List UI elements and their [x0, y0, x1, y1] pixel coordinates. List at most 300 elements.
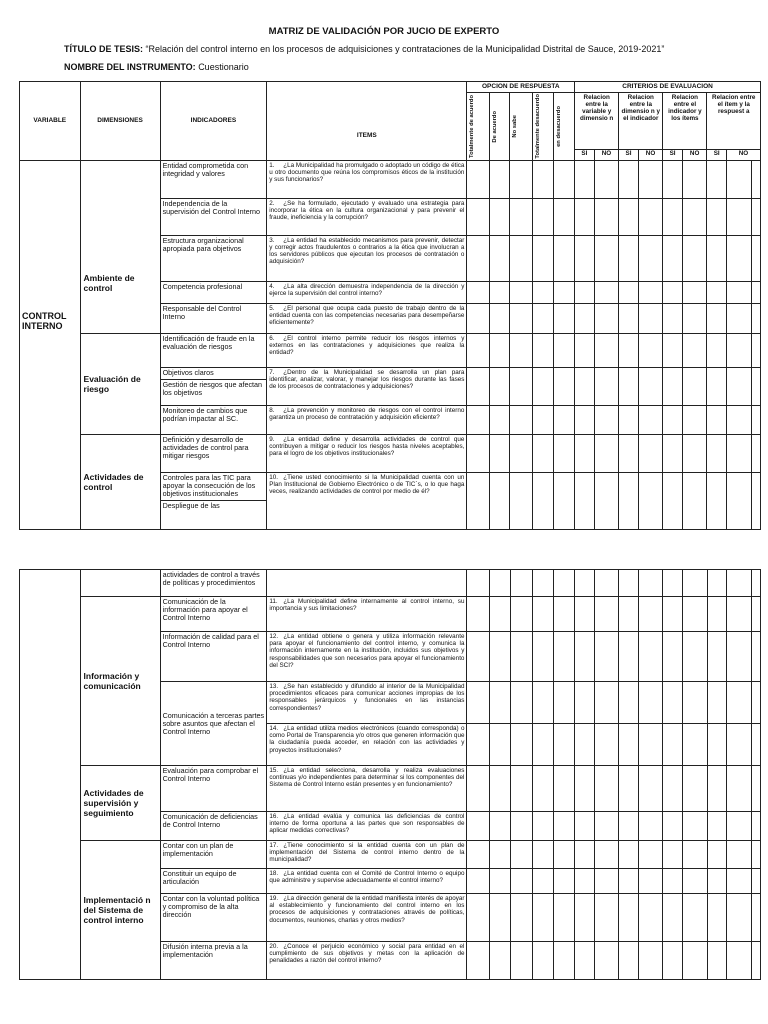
response-cell[interactable] [594, 472, 619, 529]
response-cell[interactable] [553, 405, 575, 434]
response-cell[interactable] [751, 367, 760, 405]
response-cell[interactable] [467, 812, 490, 841]
response-cell[interactable] [533, 942, 554, 980]
response-cell[interactable] [727, 682, 752, 724]
response-cell[interactable] [638, 434, 663, 472]
response-cell[interactable] [726, 281, 751, 303]
response-cell[interactable] [726, 434, 751, 472]
response-cell[interactable] [682, 405, 707, 434]
response-cell[interactable] [682, 632, 707, 682]
response-cell[interactable] [575, 812, 595, 841]
response-cell[interactable] [575, 894, 595, 942]
response-cell[interactable] [619, 434, 638, 472]
response-cell[interactable] [553, 570, 575, 597]
response-cell[interactable] [638, 724, 663, 766]
response-cell[interactable] [533, 333, 554, 367]
response-cell[interactable] [533, 869, 554, 894]
response-cell[interactable] [594, 724, 619, 766]
response-cell[interactable] [553, 724, 575, 766]
response-cell[interactable] [682, 597, 707, 632]
response-cell[interactable] [638, 869, 663, 894]
response-cell[interactable] [490, 766, 511, 812]
response-cell[interactable] [490, 682, 511, 724]
response-cell[interactable] [663, 869, 683, 894]
response-cell[interactable] [682, 434, 707, 472]
response-cell[interactable] [553, 472, 575, 529]
response-cell[interactable] [726, 198, 751, 235]
response-cell[interactable] [751, 570, 760, 597]
response-cell[interactable] [682, 570, 707, 597]
response-cell[interactable] [575, 434, 594, 472]
response-cell[interactable] [510, 570, 533, 597]
response-cell[interactable] [707, 281, 726, 303]
response-cell[interactable] [638, 160, 663, 198]
response-cell[interactable] [682, 682, 707, 724]
response-cell[interactable] [727, 632, 752, 682]
response-cell[interactable] [638, 894, 663, 942]
response-cell[interactable] [490, 812, 511, 841]
response-cell[interactable] [533, 841, 554, 869]
response-cell[interactable] [553, 160, 575, 198]
response-cell[interactable] [533, 570, 554, 597]
response-cell[interactable] [594, 597, 619, 632]
response-cell[interactable] [575, 160, 594, 198]
response-cell[interactable] [594, 942, 619, 980]
response-cell[interactable] [594, 303, 619, 333]
item-text: ¿La entidad define y desarrolla actividades de control que contribuyen a mitigar o reducir los riesgos hasta niveles aceptables, para el logro de los objetivos institucionales? [269, 435, 465, 458]
response-cell[interactable] [727, 812, 752, 841]
response-cell[interactable] [553, 841, 575, 869]
response-cell[interactable] [594, 367, 619, 405]
response-cell[interactable] [619, 570, 639, 597]
response-cell[interactable] [575, 869, 595, 894]
response-cell[interactable] [533, 632, 554, 682]
response-cell[interactable] [663, 160, 682, 198]
response-cell[interactable] [619, 632, 639, 682]
response-cell[interactable] [663, 405, 682, 434]
response-cell[interactable] [553, 333, 575, 367]
response-cell[interactable] [533, 766, 554, 812]
response-cell[interactable] [533, 894, 554, 942]
response-cell[interactable] [467, 632, 490, 682]
response-cell[interactable] [638, 333, 663, 367]
response-cell[interactable] [663, 198, 682, 235]
response-cell[interactable] [575, 281, 594, 303]
response-cell[interactable] [638, 597, 663, 632]
response-cell[interactable] [490, 869, 511, 894]
response-cell[interactable] [594, 841, 619, 869]
response-cell[interactable] [533, 303, 554, 333]
response-cell[interactable] [575, 303, 594, 333]
response-cell[interactable] [751, 160, 760, 198]
response-cell[interactable] [619, 812, 639, 841]
response-cell[interactable] [638, 198, 663, 235]
response-cell[interactable] [707, 894, 727, 942]
response-cell[interactable] [575, 597, 595, 632]
response-cell[interactable] [707, 160, 726, 198]
response-cell[interactable] [663, 682, 683, 724]
response-cell[interactable] [553, 632, 575, 682]
response-cell[interactable] [663, 766, 683, 812]
response-cell[interactable] [510, 942, 533, 980]
response-cell[interactable] [727, 724, 752, 766]
response-cell[interactable] [553, 367, 575, 405]
response-cell[interactable] [533, 405, 554, 434]
response-cell[interactable] [663, 597, 683, 632]
response-cell[interactable] [594, 333, 619, 367]
response-cell[interactable] [751, 841, 760, 869]
response-cell[interactable] [638, 841, 663, 869]
response-cell[interactable] [638, 367, 663, 405]
response-cell[interactable] [727, 766, 752, 812]
response-cell[interactable] [510, 235, 533, 281]
response-cell[interactable] [638, 235, 663, 281]
response-cell[interactable] [751, 405, 760, 434]
response-cell[interactable] [575, 841, 595, 869]
response-cell[interactable] [663, 367, 682, 405]
response-cell[interactable] [726, 235, 751, 281]
response-cell[interactable] [707, 869, 727, 894]
response-cell[interactable] [727, 841, 752, 869]
response-cell[interactable] [619, 766, 639, 812]
header-dimensiones: DIMENSIONES [80, 82, 160, 161]
response-cell[interactable] [663, 724, 683, 766]
response-cell[interactable] [638, 570, 663, 597]
item-text: ¿La dirección general de la entidad manifiesta interés de apoyar al establecimiento y funcionamiento del control interno en los procesos de adquisiciones y contrataciones através de políticas, documentos, reuniones, charlas y otros medios? [269, 895, 465, 924]
response-cell[interactable] [489, 281, 510, 303]
response-cell[interactable] [594, 632, 619, 682]
response-cell[interactable] [751, 812, 760, 841]
response-cell[interactable] [638, 303, 663, 333]
response-cell[interactable] [467, 198, 490, 235]
response-cell[interactable] [510, 682, 533, 724]
response-cell[interactable] [751, 303, 760, 333]
response-cell[interactable] [553, 303, 575, 333]
response-cell[interactable] [682, 724, 707, 766]
response-cell[interactable] [619, 472, 638, 529]
response-cell[interactable] [533, 160, 554, 198]
response-cell[interactable] [594, 235, 619, 281]
response-cell[interactable] [727, 894, 752, 942]
response-cell[interactable] [489, 235, 510, 281]
response-cell[interactable] [751, 281, 760, 303]
response-cell[interactable] [575, 632, 595, 682]
response-cell[interactable] [489, 303, 510, 333]
response-cell[interactable] [663, 472, 682, 529]
response-cell[interactable] [467, 942, 490, 980]
response-cell[interactable] [638, 942, 663, 980]
response-cell[interactable] [619, 198, 638, 235]
response-cell[interactable] [751, 869, 760, 894]
response-cell[interactable] [467, 405, 490, 434]
response-cell[interactable] [489, 472, 510, 529]
response-cell[interactable] [727, 869, 752, 894]
response-cell[interactable] [467, 766, 490, 812]
response-cell[interactable] [682, 235, 707, 281]
response-cell[interactable] [682, 333, 707, 367]
response-cell[interactable] [682, 160, 707, 198]
response-cell[interactable] [594, 281, 619, 303]
response-cell[interactable] [467, 869, 490, 894]
response-cell[interactable] [726, 472, 751, 529]
response-cell[interactable] [619, 841, 639, 869]
response-cell[interactable] [553, 682, 575, 724]
response-cell[interactable] [490, 570, 511, 597]
thesis-title-line [64, 44, 768, 54]
response-cell[interactable] [619, 303, 638, 333]
response-cell[interactable] [467, 570, 490, 597]
response-cell[interactable] [682, 766, 707, 812]
response-cell[interactable] [726, 160, 751, 198]
response-cell[interactable] [751, 235, 760, 281]
response-cell[interactable] [707, 570, 727, 597]
response-cell[interactable] [638, 682, 663, 724]
response-cell[interactable] [619, 405, 638, 434]
response-cell[interactable] [510, 766, 533, 812]
response-cell[interactable] [467, 333, 490, 367]
response-cell[interactable] [533, 724, 554, 766]
response-cell[interactable] [594, 570, 619, 597]
response-cell[interactable] [510, 812, 533, 841]
response-cell[interactable] [490, 632, 511, 682]
response-cell[interactable] [751, 632, 760, 682]
indicator-cell [160, 812, 267, 841]
response-cell[interactable] [510, 160, 533, 198]
response-cell[interactable] [533, 597, 554, 632]
response-cell[interactable] [510, 405, 533, 434]
response-cell[interactable] [575, 235, 594, 281]
response-cell[interactable] [533, 472, 554, 529]
response-cell[interactable] [553, 894, 575, 942]
response-cell[interactable] [638, 812, 663, 841]
response-cell[interactable] [707, 766, 727, 812]
response-cell[interactable] [594, 812, 619, 841]
response-cell[interactable] [638, 766, 663, 812]
response-cell[interactable] [490, 724, 511, 766]
response-cell[interactable] [510, 434, 533, 472]
response-cell[interactable] [575, 333, 594, 367]
response-cell[interactable] [727, 942, 752, 980]
response-cell[interactable] [707, 632, 727, 682]
response-cell[interactable] [533, 812, 554, 841]
response-cell[interactable] [619, 367, 638, 405]
response-cell[interactable] [575, 766, 595, 812]
response-cell[interactable] [707, 434, 726, 472]
response-cell[interactable] [510, 281, 533, 303]
response-cell[interactable] [467, 235, 490, 281]
response-cell[interactable] [619, 682, 639, 724]
response-cell[interactable] [751, 682, 760, 724]
response-cell[interactable] [638, 405, 663, 434]
response-cell[interactable] [751, 766, 760, 812]
response-cell[interactable] [489, 160, 510, 198]
response-cell[interactable] [682, 812, 707, 841]
response-cell[interactable] [467, 841, 490, 869]
indicator-text: Contar con un plan de implementación [162, 841, 234, 858]
response-cell[interactable] [575, 724, 595, 766]
response-cell[interactable] [619, 597, 639, 632]
response-cell[interactable] [575, 472, 594, 529]
response-cell[interactable] [489, 333, 510, 367]
response-cell[interactable] [663, 942, 683, 980]
response-cell[interactable] [533, 367, 554, 405]
response-cell[interactable] [553, 812, 575, 841]
response-cell[interactable] [594, 434, 619, 472]
response-cell[interactable] [682, 281, 707, 303]
response-cell[interactable] [707, 235, 726, 281]
response-cell[interactable] [707, 303, 726, 333]
response-cell[interactable] [490, 942, 511, 980]
response-cell[interactable] [510, 841, 533, 869]
response-cell[interactable] [638, 472, 663, 529]
response-cell[interactable] [489, 405, 510, 434]
response-cell[interactable] [575, 367, 594, 405]
response-cell[interactable] [707, 724, 727, 766]
response-cell[interactable] [663, 434, 682, 472]
response-cell[interactable] [751, 434, 760, 472]
response-cell[interactable] [510, 869, 533, 894]
response-cell[interactable] [467, 367, 490, 405]
response-cell[interactable] [619, 281, 638, 303]
response-cell[interactable] [707, 367, 726, 405]
response-cell[interactable] [663, 812, 683, 841]
response-cell[interactable] [510, 632, 533, 682]
response-cell[interactable] [510, 894, 533, 942]
response-cell[interactable] [682, 894, 707, 942]
response-cell[interactable] [467, 160, 490, 198]
response-cell[interactable] [707, 841, 727, 869]
response-cell[interactable] [467, 894, 490, 942]
response-cell[interactable] [663, 841, 683, 869]
response-cell[interactable] [510, 367, 533, 405]
response-cell[interactable] [575, 570, 595, 597]
response-cell[interactable] [682, 942, 707, 980]
response-cell[interactable] [553, 198, 575, 235]
response-cell[interactable] [682, 367, 707, 405]
response-cell[interactable] [707, 597, 727, 632]
response-cell[interactable] [490, 597, 511, 632]
response-cell[interactable] [510, 303, 533, 333]
response-cell[interactable] [490, 894, 511, 942]
response-cell[interactable] [751, 472, 760, 529]
response-cell[interactable] [726, 367, 751, 405]
response-cell[interactable] [707, 333, 726, 367]
response-cell[interactable] [707, 405, 726, 434]
response-cell[interactable] [663, 235, 682, 281]
response-cell[interactable] [575, 682, 595, 724]
response-cell[interactable] [533, 434, 554, 472]
response-cell[interactable] [533, 682, 554, 724]
response-cell[interactable] [682, 841, 707, 869]
response-cell[interactable] [638, 281, 663, 303]
response-cell[interactable] [467, 303, 490, 333]
response-cell[interactable] [575, 198, 594, 235]
response-cell[interactable] [751, 198, 760, 235]
response-cell[interactable] [594, 160, 619, 198]
response-cell[interactable] [682, 198, 707, 235]
response-cell[interactable] [594, 869, 619, 894]
response-cell[interactable] [751, 333, 760, 367]
response-cell[interactable] [751, 894, 760, 942]
response-cell[interactable] [510, 724, 533, 766]
response-cell[interactable] [707, 942, 727, 980]
response-cell[interactable] [489, 198, 510, 235]
response-cell[interactable] [467, 724, 490, 766]
response-cell[interactable] [553, 597, 575, 632]
response-cell[interactable] [594, 766, 619, 812]
response-cell[interactable] [663, 632, 683, 682]
response-cell[interactable] [467, 682, 490, 724]
response-cell[interactable] [594, 682, 619, 724]
response-cell[interactable] [751, 597, 760, 632]
response-cell[interactable] [594, 198, 619, 235]
response-cell[interactable] [619, 942, 639, 980]
response-cell[interactable] [489, 367, 510, 405]
response-cell[interactable] [533, 281, 554, 303]
response-cell[interactable] [533, 235, 554, 281]
response-cell[interactable] [619, 894, 639, 942]
response-cell[interactable] [663, 570, 683, 597]
response-cell[interactable] [553, 766, 575, 812]
response-cell[interactable] [575, 942, 595, 980]
response-cell[interactable] [726, 405, 751, 434]
response-cell[interactable] [663, 894, 683, 942]
response-cell[interactable] [510, 472, 533, 529]
response-cell[interactable] [638, 632, 663, 682]
response-cell[interactable] [467, 281, 490, 303]
response-cell[interactable] [489, 434, 510, 472]
response-cell[interactable] [510, 597, 533, 632]
response-cell[interactable] [707, 472, 726, 529]
response-cell[interactable] [467, 597, 490, 632]
response-cell[interactable] [727, 597, 752, 632]
response-cell[interactable] [726, 303, 751, 333]
response-cell[interactable] [594, 894, 619, 942]
response-cell[interactable] [594, 405, 619, 434]
response-cell[interactable] [727, 570, 752, 597]
response-cell[interactable] [663, 303, 682, 333]
response-cell[interactable] [619, 724, 639, 766]
response-cell[interactable] [510, 198, 533, 235]
response-cell[interactable] [619, 333, 638, 367]
response-cell[interactable] [533, 198, 554, 235]
response-cell[interactable] [663, 281, 682, 303]
response-cell[interactable] [553, 281, 575, 303]
response-cell[interactable] [619, 869, 639, 894]
response-cell[interactable] [707, 812, 727, 841]
response-cell[interactable] [553, 235, 575, 281]
response-cell[interactable] [575, 405, 594, 434]
response-cell[interactable] [467, 434, 490, 472]
response-cell[interactable] [707, 198, 726, 235]
response-cell[interactable] [751, 942, 760, 980]
response-cell[interactable] [751, 724, 760, 766]
response-cell[interactable] [553, 869, 575, 894]
response-cell[interactable] [682, 472, 707, 529]
response-cell[interactable] [682, 869, 707, 894]
response-cell[interactable] [467, 472, 490, 529]
response-cell[interactable] [682, 303, 707, 333]
response-cell[interactable] [619, 235, 638, 281]
response-cell[interactable] [553, 942, 575, 980]
response-cell[interactable] [726, 333, 751, 367]
response-cell[interactable] [553, 434, 575, 472]
response-cell[interactable] [490, 841, 511, 869]
response-cell[interactable] [663, 333, 682, 367]
response-cell[interactable] [619, 160, 638, 198]
response-cell[interactable] [707, 682, 727, 724]
response-cell[interactable] [510, 333, 533, 367]
